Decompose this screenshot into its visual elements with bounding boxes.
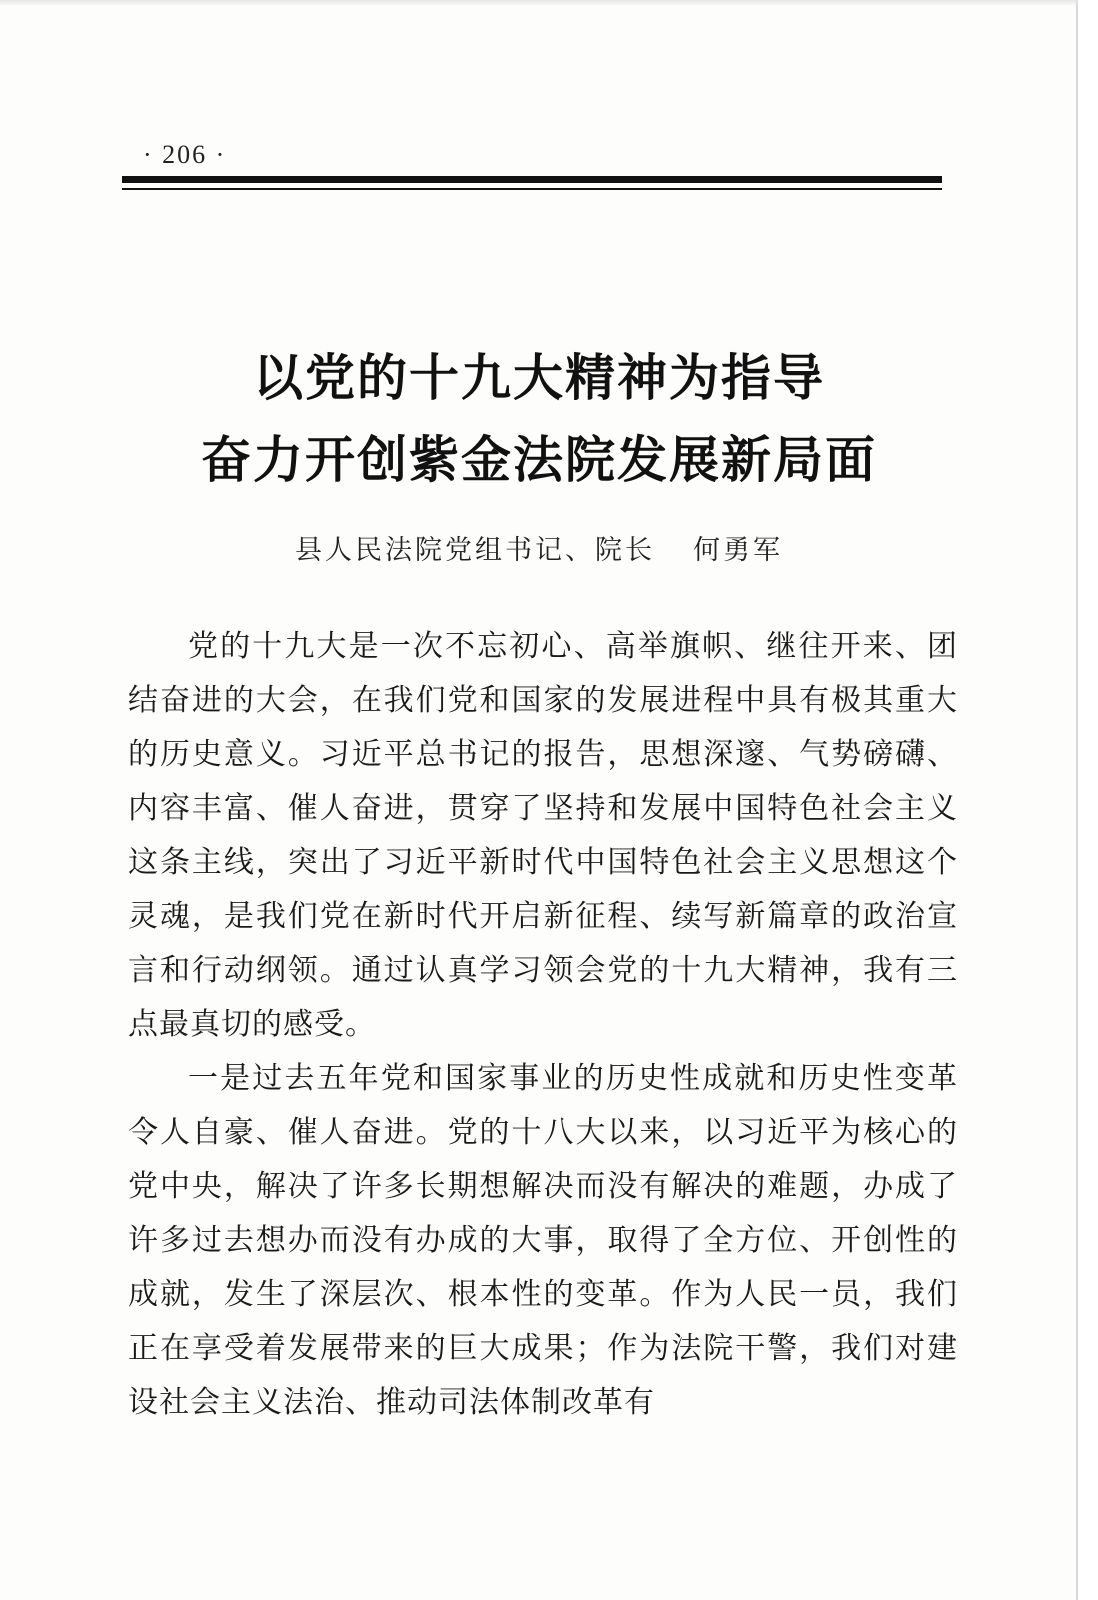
- author-title: 县人民法院党组书记、院长: [295, 535, 655, 566]
- scan-edge-shadow: [0, 0, 1078, 6]
- paragraph: 一是过去五年党和国家事业的历史性成就和历史性变革令人自豪、催人奋进。党的十八大以来，以习近平为核心的党中央，解决了许多长期想解决而没有解决的难题，办成了许多过去想办而没有办成的大事，取得了全方位、开创性的成就，发生了深层次、根本性的变革。作为人民一员，我们正在享受着发展带来的巨大成果；作为法院干警，我们对建设社会主义法治、推动司法体制改革有: [128, 1061, 958, 1420]
- page-number: · 206 ·: [143, 140, 227, 169]
- header-rule-thick: [122, 176, 942, 183]
- article-body: [128, 620, 958, 1430]
- header-rule-thin: [122, 188, 942, 190]
- byline: [0, 528, 1078, 567]
- author-name: 何勇军: [693, 535, 783, 566]
- article-title-line1: 以党的十九大精神为指导: [253, 349, 825, 407]
- paragraph: 党的十九大是一次不忘初心、高举旗帜、继往开来、团结奋进的大会，在我们党和国家的发展进程中具有极其重大的历史意义。习近平总书记的报告，思想深邃、气势磅礴、内容丰富、催人奋进，贯穿了坚持和发展中国特色社会主义这条主线，突出了习近平新时代中国特色社会主义思想这个灵魂，是我们党在新时代开启新征程、续写新篇章的政治宣言和行动纲领。通过认真学习领会党的十九大精神，我有三点最真切的感受。: [128, 629, 958, 1042]
- article-title-line2: 奋力开创紫金法院发展新局面: [201, 431, 877, 489]
